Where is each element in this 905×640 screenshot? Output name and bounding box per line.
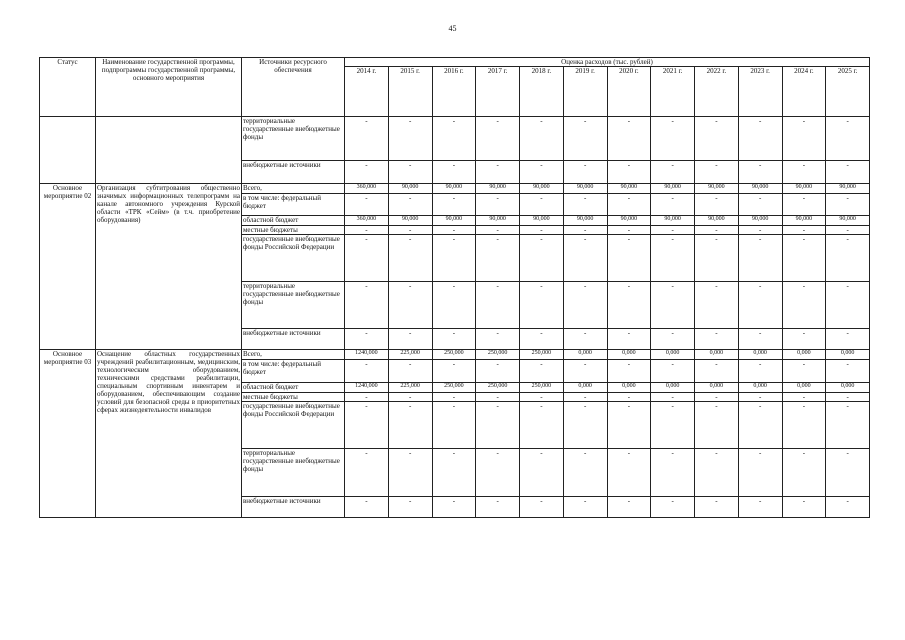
- value-cell: 90,000: [651, 216, 695, 226]
- value-cell: -: [651, 235, 695, 282]
- value-cell: 90,000: [651, 184, 695, 194]
- value-cell: -: [782, 497, 826, 518]
- source-cell: в том числе: федеральный бюджет: [242, 194, 345, 216]
- value-cell: -: [695, 161, 739, 184]
- value-cell: -: [520, 497, 564, 518]
- value-cell: -: [476, 402, 520, 449]
- value-cell: 0,000: [607, 383, 651, 393]
- table-row: [40, 350, 870, 360]
- value-cell: 90,000: [563, 184, 607, 194]
- value-cell: 90,000: [432, 216, 476, 226]
- value-cell: -: [476, 497, 520, 518]
- value-cell: 0,000: [563, 350, 607, 360]
- value-cell: 250,000: [520, 383, 564, 393]
- value-cell: -: [388, 194, 432, 216]
- value-cell: -: [563, 226, 607, 235]
- value-cell: -: [476, 329, 520, 350]
- value-cell: -: [520, 360, 564, 383]
- value-cell: 0,000: [782, 383, 826, 393]
- value-cell: -: [520, 282, 564, 329]
- source-cell: государственные внебюджетные фонды Российской Федерации: [242, 235, 345, 282]
- value-cell: 90,000: [826, 216, 870, 226]
- value-cell: 90,000: [695, 216, 739, 226]
- value-cell: 0,000: [651, 350, 695, 360]
- value-cell: -: [563, 161, 607, 184]
- value-cell: -: [345, 360, 389, 383]
- source-cell: государственные внебюджетные фонды Российской Федерации: [242, 402, 345, 449]
- value-cell: -: [476, 226, 520, 235]
- value-cell: 90,000: [782, 216, 826, 226]
- value-cell: -: [563, 282, 607, 329]
- value-cell: -: [520, 117, 564, 161]
- value-cell: -: [826, 235, 870, 282]
- value-cell: -: [476, 117, 520, 161]
- value-cell: -: [432, 402, 476, 449]
- value-cell: -: [695, 226, 739, 235]
- value-cell: -: [607, 117, 651, 161]
- value-cell: -: [826, 226, 870, 235]
- value-cell: -: [476, 360, 520, 383]
- value-cell: 90,000: [695, 184, 739, 194]
- value-cell: -: [695, 449, 739, 497]
- value-cell: -: [345, 117, 389, 161]
- value-cell: 90,000: [607, 216, 651, 226]
- value-cell: -: [738, 235, 782, 282]
- value-cell: -: [782, 329, 826, 350]
- value-cell: -: [432, 497, 476, 518]
- value-cell: -: [651, 117, 695, 161]
- value-cell: -: [826, 282, 870, 329]
- value-cell: -: [826, 497, 870, 518]
- value-cell: -: [345, 194, 389, 216]
- value-cell: -: [651, 194, 695, 216]
- value-cell: -: [607, 161, 651, 184]
- value-cell: 0,000: [738, 383, 782, 393]
- value-cell: -: [782, 393, 826, 402]
- value-cell: -: [607, 449, 651, 497]
- value-cell: -: [651, 449, 695, 497]
- value-cell: -: [563, 393, 607, 402]
- value-cell: -: [520, 235, 564, 282]
- value-cell: -: [476, 161, 520, 184]
- table-row: [40, 184, 870, 194]
- value-cell: -: [651, 282, 695, 329]
- value-cell: -: [782, 235, 826, 282]
- value-cell: -: [738, 117, 782, 161]
- value-cell: -: [826, 329, 870, 350]
- value-cell: 225,000: [388, 383, 432, 393]
- value-cell: -: [563, 117, 607, 161]
- budget-table: [39, 57, 870, 518]
- value-cell: 90,000: [520, 184, 564, 194]
- value-cell: -: [388, 226, 432, 235]
- page-number: 45: [448, 24, 457, 33]
- value-cell: -: [388, 329, 432, 350]
- value-cell: -: [782, 402, 826, 449]
- value-cell: 250,000: [432, 350, 476, 360]
- value-cell: -: [607, 282, 651, 329]
- value-cell: -: [388, 402, 432, 449]
- value-cell: -: [476, 393, 520, 402]
- value-cell: -: [432, 117, 476, 161]
- value-cell: 250,000: [432, 383, 476, 393]
- value-cell: 250,000: [520, 350, 564, 360]
- value-cell: -: [432, 282, 476, 329]
- value-cell: 250,000: [476, 383, 520, 393]
- value-cell: -: [782, 449, 826, 497]
- value-cell: -: [345, 402, 389, 449]
- value-cell: 1240,000: [345, 350, 389, 360]
- value-cell: -: [651, 393, 695, 402]
- value-cell: -: [388, 360, 432, 383]
- status-cell: [40, 117, 96, 184]
- value-cell: -: [388, 235, 432, 282]
- value-cell: -: [695, 282, 739, 329]
- value-cell: 0,000: [563, 383, 607, 393]
- value-cell: 90,000: [432, 184, 476, 194]
- header-year: 2017 г.: [476, 67, 520, 117]
- header-name: Наименование государственной программы, подпрограммы государственной программы, основного мероприятия: [96, 58, 242, 117]
- value-cell: 90,000: [388, 184, 432, 194]
- value-cell: -: [345, 161, 389, 184]
- budget-table-body: [40, 58, 870, 518]
- value-cell: -: [476, 282, 520, 329]
- value-cell: -: [738, 402, 782, 449]
- source-cell: внебюджетные источники: [242, 329, 345, 350]
- value-cell: -: [607, 194, 651, 216]
- source-cell: внебюджетные источники: [242, 497, 345, 518]
- header-year: 2021 г.: [651, 67, 695, 117]
- header-year: 2025 г.: [826, 67, 870, 117]
- value-cell: -: [345, 235, 389, 282]
- value-cell: -: [388, 497, 432, 518]
- value-cell: -: [563, 497, 607, 518]
- value-cell: -: [476, 449, 520, 497]
- value-cell: 90,000: [388, 216, 432, 226]
- value-cell: 1240,000: [345, 383, 389, 393]
- value-cell: 0,000: [695, 350, 739, 360]
- source-cell: Всего,: [242, 350, 345, 360]
- value-cell: -: [563, 194, 607, 216]
- value-cell: -: [826, 194, 870, 216]
- value-cell: 0,000: [651, 383, 695, 393]
- source-cell: территориальные государственные внебюджетные фонды: [242, 282, 345, 329]
- value-cell: -: [738, 329, 782, 350]
- value-cell: -: [607, 402, 651, 449]
- value-cell: -: [738, 360, 782, 383]
- value-cell: -: [520, 393, 564, 402]
- value-cell: -: [388, 449, 432, 497]
- value-cell: -: [432, 449, 476, 497]
- status-cell: Основное мероприятие 02: [40, 184, 96, 350]
- value-cell: -: [520, 449, 564, 497]
- header-year: 2014 г.: [345, 67, 389, 117]
- value-cell: -: [826, 117, 870, 161]
- value-cell: -: [607, 497, 651, 518]
- value-cell: -: [782, 117, 826, 161]
- source-cell: областной бюджет: [242, 216, 345, 226]
- value-cell: 90,000: [738, 216, 782, 226]
- value-cell: -: [476, 194, 520, 216]
- header-year: 2019 г.: [563, 67, 607, 117]
- header-year: 2015 г.: [388, 67, 432, 117]
- value-cell: -: [432, 194, 476, 216]
- value-cell: -: [520, 226, 564, 235]
- value-cell: -: [607, 226, 651, 235]
- value-cell: -: [520, 402, 564, 449]
- value-cell: -: [388, 393, 432, 402]
- value-cell: -: [563, 329, 607, 350]
- value-cell: -: [607, 329, 651, 350]
- source-cell: областной бюджет: [242, 383, 345, 393]
- value-cell: 90,000: [738, 184, 782, 194]
- header-year: 2022 г.: [695, 67, 739, 117]
- value-cell: -: [738, 393, 782, 402]
- value-cell: -: [432, 235, 476, 282]
- value-cell: -: [607, 235, 651, 282]
- program-name-cell: [96, 117, 242, 184]
- value-cell: -: [388, 161, 432, 184]
- value-cell: 250,000: [476, 350, 520, 360]
- value-cell: -: [695, 360, 739, 383]
- value-cell: -: [738, 161, 782, 184]
- header-year: 2024 г.: [782, 67, 826, 117]
- value-cell: -: [563, 449, 607, 497]
- value-cell: 90,000: [782, 184, 826, 194]
- value-cell: -: [432, 226, 476, 235]
- value-cell: -: [695, 194, 739, 216]
- value-cell: -: [651, 161, 695, 184]
- value-cell: 0,000: [782, 350, 826, 360]
- value-cell: 90,000: [520, 216, 564, 226]
- value-cell: -: [695, 402, 739, 449]
- header-status: Статус: [40, 58, 96, 117]
- value-cell: -: [695, 393, 739, 402]
- value-cell: -: [651, 329, 695, 350]
- source-cell: в том числе: федеральный бюджет: [242, 360, 345, 383]
- value-cell: -: [738, 226, 782, 235]
- value-cell: -: [782, 194, 826, 216]
- value-cell: -: [432, 360, 476, 383]
- value-cell: 0,000: [738, 350, 782, 360]
- value-cell: -: [432, 393, 476, 402]
- value-cell: -: [782, 360, 826, 383]
- value-cell: -: [607, 393, 651, 402]
- value-cell: -: [738, 449, 782, 497]
- program-name-cell: Организация субтитрования общественно значимых информационных телепрограмм на канале автономного учреждения Курской области «ТРК «Сейм» (в т.ч. приобретение оборудования): [96, 184, 242, 350]
- header-source: Источники ресурсного обеспечения: [242, 58, 345, 117]
- value-cell: -: [563, 402, 607, 449]
- value-cell: -: [826, 161, 870, 184]
- value-cell: -: [826, 449, 870, 497]
- program-name-cell: Оснащение областных государственных учреждений реабилитационным, медицинским, технологическим оборудованием, техническими средствами реабилитации, специальным спортивным инвентарем и оборудованием, обеспечивающим создание условий для безопасной среды в приоритетных сферах жизнедеятельности инвалидов: [96, 350, 242, 518]
- value-cell: -: [651, 402, 695, 449]
- value-cell: -: [432, 161, 476, 184]
- value-cell: -: [695, 235, 739, 282]
- header-year: 2020 г.: [607, 67, 651, 117]
- value-cell: -: [695, 497, 739, 518]
- header-year: 2023 г.: [738, 67, 782, 117]
- source-cell: внебюджетные источники: [242, 161, 345, 184]
- value-cell: 0,000: [607, 350, 651, 360]
- value-cell: -: [476, 235, 520, 282]
- value-cell: 0,000: [826, 383, 870, 393]
- header-year: 2018 г.: [520, 67, 564, 117]
- value-cell: -: [738, 194, 782, 216]
- source-cell: территориальные государственные внебюджетные фонды: [242, 117, 345, 161]
- header-estimate: Оценка расходов (тыс. рублей): [345, 58, 870, 67]
- value-cell: -: [345, 282, 389, 329]
- value-cell: -: [563, 360, 607, 383]
- value-cell: -: [432, 329, 476, 350]
- header-year: 2016 г.: [432, 67, 476, 117]
- status-cell: Основное мероприятие 03: [40, 350, 96, 518]
- value-cell: -: [520, 194, 564, 216]
- table-row: [40, 117, 870, 161]
- value-cell: -: [345, 226, 389, 235]
- value-cell: -: [651, 360, 695, 383]
- value-cell: -: [826, 360, 870, 383]
- value-cell: 90,000: [476, 184, 520, 194]
- value-cell: 90,000: [476, 216, 520, 226]
- value-cell: 0,000: [826, 350, 870, 360]
- value-cell: -: [651, 226, 695, 235]
- value-cell: -: [388, 282, 432, 329]
- value-cell: -: [345, 449, 389, 497]
- value-cell: -: [345, 329, 389, 350]
- value-cell: -: [520, 329, 564, 350]
- value-cell: -: [738, 497, 782, 518]
- value-cell: 360,000: [345, 216, 389, 226]
- value-cell: -: [826, 393, 870, 402]
- source-cell: местные бюджеты: [242, 226, 345, 235]
- value-cell: -: [345, 393, 389, 402]
- value-cell: 0,000: [695, 383, 739, 393]
- value-cell: -: [782, 226, 826, 235]
- value-cell: -: [607, 360, 651, 383]
- source-cell: территориальные государственные внебюджетные фонды: [242, 449, 345, 497]
- value-cell: 225,000: [388, 350, 432, 360]
- source-cell: Всего,: [242, 184, 345, 194]
- value-cell: -: [826, 402, 870, 449]
- value-cell: -: [345, 497, 389, 518]
- source-cell: местные бюджеты: [242, 393, 345, 402]
- value-cell: -: [563, 235, 607, 282]
- value-cell: -: [695, 117, 739, 161]
- value-cell: -: [520, 161, 564, 184]
- header-row: [40, 58, 870, 67]
- value-cell: 90,000: [826, 184, 870, 194]
- value-cell: 90,000: [563, 216, 607, 226]
- value-cell: 90,000: [607, 184, 651, 194]
- value-cell: -: [388, 117, 432, 161]
- value-cell: 360,000: [345, 184, 389, 194]
- value-cell: -: [782, 161, 826, 184]
- value-cell: -: [651, 497, 695, 518]
- value-cell: -: [695, 329, 739, 350]
- value-cell: -: [738, 282, 782, 329]
- value-cell: -: [782, 282, 826, 329]
